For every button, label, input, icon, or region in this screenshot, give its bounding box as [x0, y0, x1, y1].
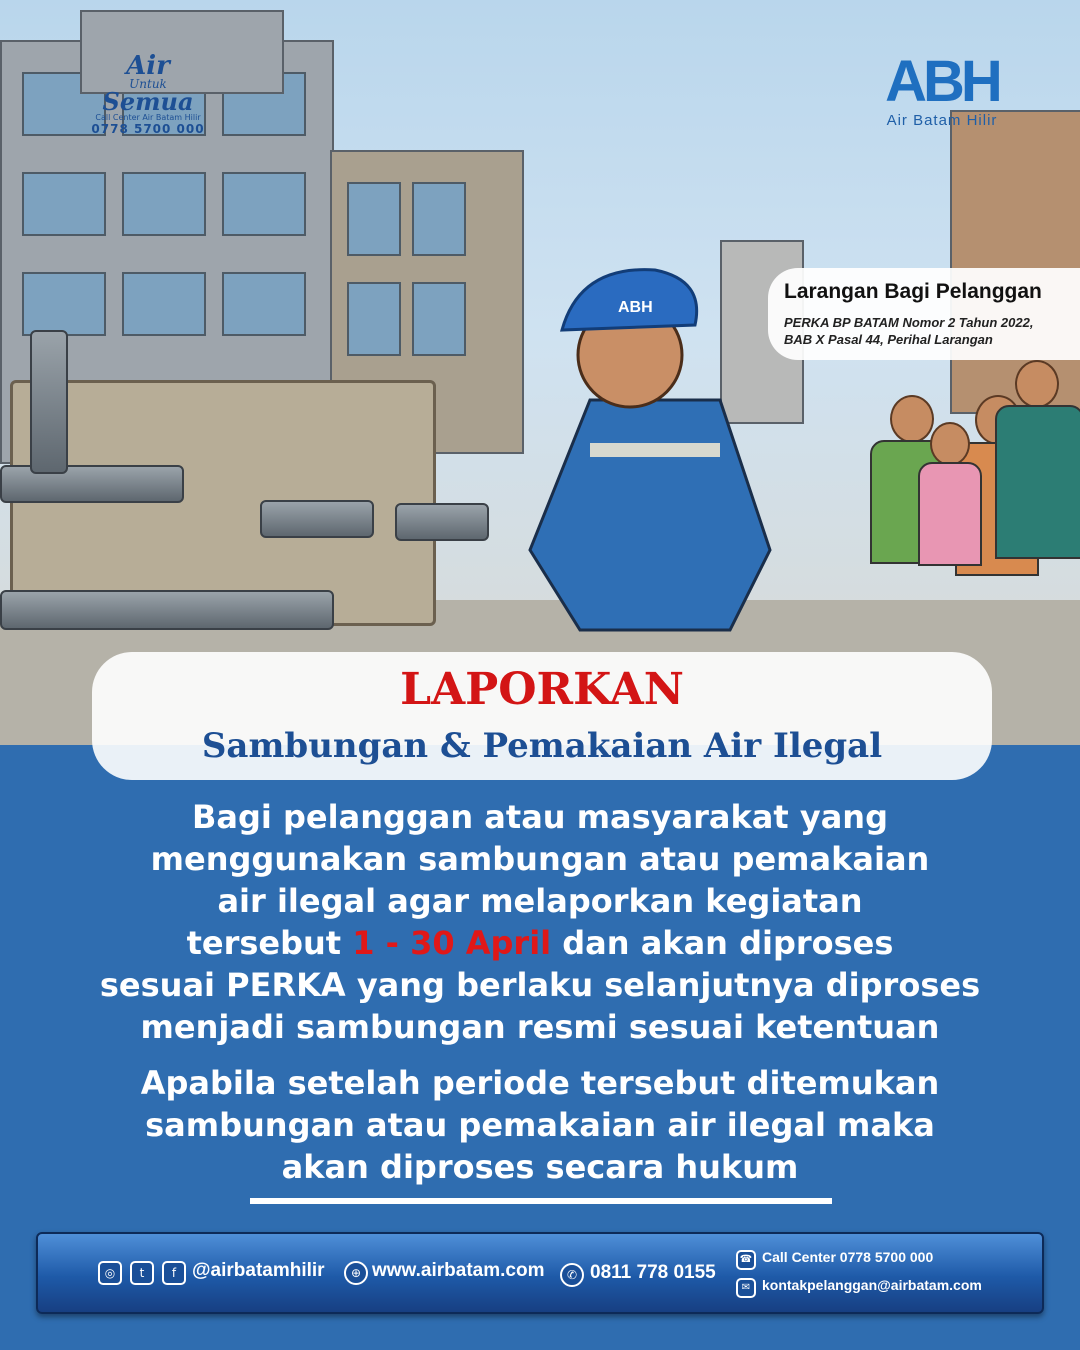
notice-paragraph-1: Bagi pelanggan atau masyarakat yang menggunakan sambungan atau pemakaian air ilegal agar melaporkan kegiatan tersebut 1 - 30 April dan akan diproses sesuai PERKA yang berlaku selanjutnya diproses menjadi sambungan resmi sesuai ketentuan [99, 798, 981, 1046]
instagram-icon[interactable]: ◎ [98, 1261, 122, 1285]
facebook-icon[interactable]: f [162, 1261, 186, 1285]
regulation-title: Larangan Bagi Pelanggan [784, 280, 1042, 303]
twitter-icon[interactable]: t [130, 1261, 154, 1285]
globe-icon: ⊕ [344, 1261, 368, 1285]
abh-mark: ABH [885, 49, 999, 114]
headline-title: LAPORKAN [400, 664, 684, 715]
call-center[interactable]: Call Center 0778 5700 000 [762, 1249, 934, 1265]
date-highlight: 1 - 30 April [352, 924, 552, 962]
email-address[interactable]: kontakpelanggan@airbatam.com [762, 1277, 982, 1293]
social-handle[interactable]: @airbatamhilir [192, 1260, 325, 1281]
whatsapp-icon: ✆ [560, 1263, 584, 1287]
regulation-subtitle: PERKA BP BATAM Nomor 2 Tahun 2022, BAB X Pasal 44, Perihal Larangan [784, 315, 1034, 347]
pipe-vertical [30, 330, 68, 474]
mail-icon: ✉ [736, 1278, 756, 1298]
headline-subtitle: Sambungan & Pemakaian Air Ilegal [201, 726, 883, 766]
divider-line [250, 1198, 832, 1204]
notice-paragraph-2: Apabila setelah periode tersebut ditemukan sambungan atau pemakaian air ilegal maka akan diproses secara hukum [140, 1064, 940, 1186]
website-link[interactable]: www.airbatam.com [372, 1260, 545, 1281]
abh-subtitle: Air Batam Hilir [886, 112, 998, 129]
pipe-lower [0, 590, 334, 630]
helmet-logo: ABH [618, 299, 653, 316]
building-right [950, 110, 1080, 414]
pipe-cut-end [260, 500, 374, 538]
abh-logo [862, 49, 1022, 129]
phone-icon: ☎ [736, 1250, 756, 1270]
whatsapp-number[interactable]: 0811 778 0155 [590, 1262, 716, 1283]
pipe-upper [0, 465, 184, 503]
air-untuk-semua-logo: Air Untuk Semua Call Center Air Batam Hilir 0778 5700 000 [91, 51, 205, 136]
contact-footer [36, 1232, 1044, 1314]
